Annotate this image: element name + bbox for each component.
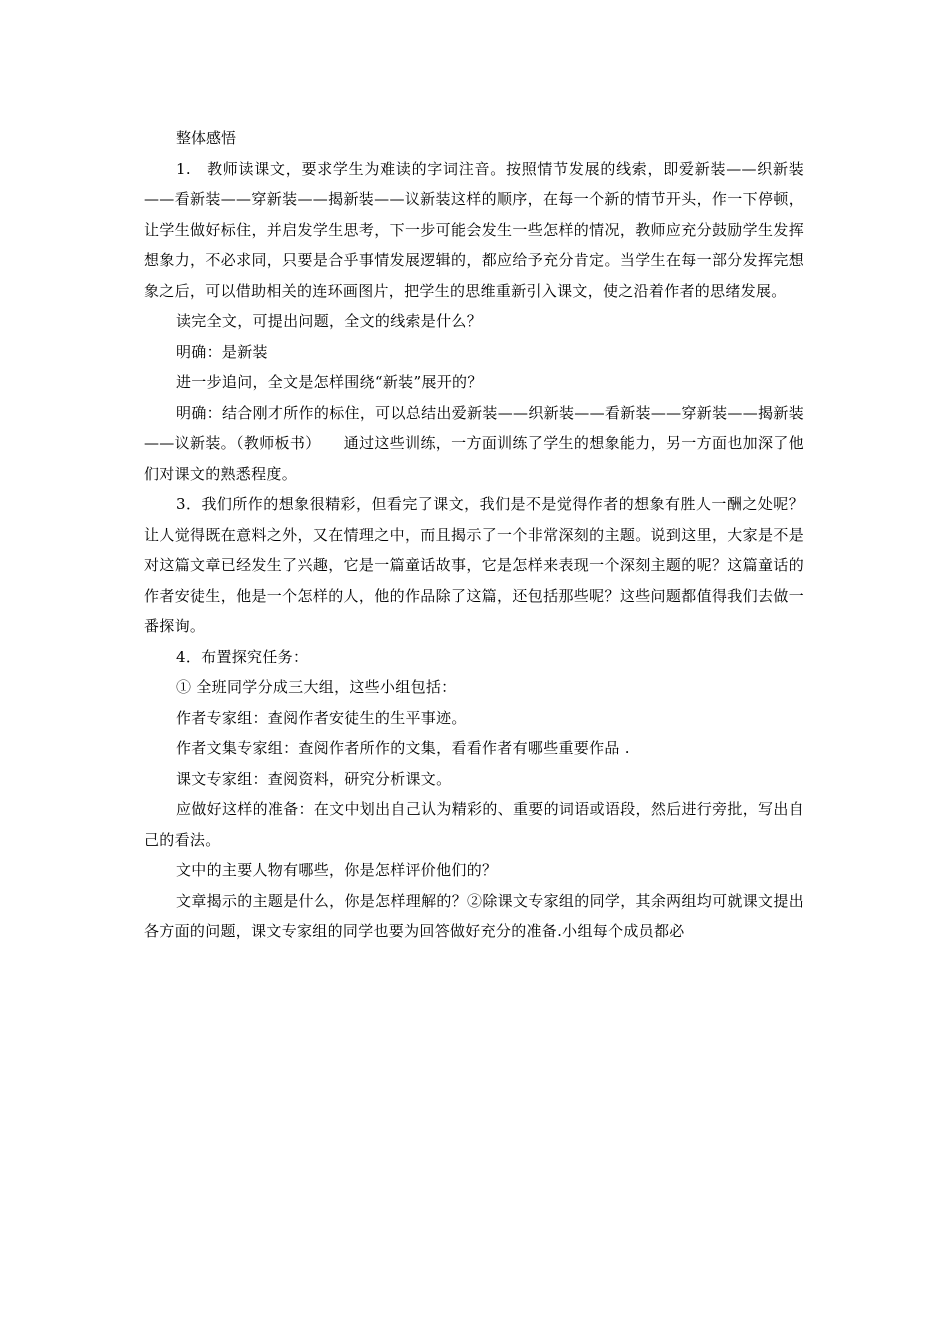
paragraph-10: 作者文集专家组：查阅作者所作的文集，看看作者有哪些重要作品 . [176,739,630,757]
section-title: 整体感悟 [176,129,237,147]
paragraph-6: 3．我们所作的想象很精彩，但看完了课文，我们是不是觉得作者的想象有胜人一酬之处呢？让人觉得既在意料之外，又在情理之中，而且揭示了一个非常深刻的主题。说到这里，大家是不是对这篇文章已经发生了兴趣，它是一篇童话故事，它是怎样来表现一个深刻主题的呢？这篇童话的作者安徒生，他是一个怎样的人，他的作品除了这篇，还包括那些呢？这些问题都值得我们去做一番探询。 [144,495,804,635]
paragraph-9: 作者专家组：查阅作者安徒生的生平事迹。 [176,708,467,727]
paragraph-14: 文章揭示的主题是什么，你是怎样理解的？②除课文专家组的同学，其余两组均可就课文提出各方面的问题，课文专家组的同学也要为回答做好充分的准备.小组每个成员都必 [144,891,804,940]
paragraph-1: 1. 教师读课文，要求学生为难读的字词注音。按照情节发展的线索，即爱新装——织新装——看新装——穿新装——揭新装——议新装这样的顺序，在每一个新的情节开头，作一下停顿，让学生做好标住，并启发学生思考，下一步可能会发生一些怎样的情况，教师应充分鼓励学生发挥想象力，不必求同，只要是合乎事情发展逻辑的，都应给予充分肯定。当学生在每一部分发挥完想象之后，可以借助相关的连环画图片，把学生的思维重新引入课文，使之沿着作者的思绪发展。 [144,159,804,300]
paragraph-5: 明确：结合刚才所作的标住，可以总结出爱新装——织新装——看新装——穿新装——揭新装——议新装。（教师板书） 通过这些训练，一方面训练了学生的想象能力，另一方面也加深了他们对课文的熟悉程度。 [144,403,804,483]
paragraph-4: 进一步追问，全文是怎样围绕“新装”展开的？ [176,373,483,391]
paragraph-13: 文中的主要人物有哪些，你是怎样评价他们的？ [176,861,498,879]
paragraph-11: 课文专家组：查阅资料，研究分析课文。 [176,769,452,788]
paragraph-8: ① 全班同学分成三大组，这些小组包括： [176,678,457,696]
paragraph-3: 明确：是新装 [176,342,268,361]
paragraph-2: 读完全文，可提出问题，全文的线索是什么？ [176,312,483,330]
paragraph-7: 4．布置探究任务： [176,647,309,666]
paragraph-12: 应做好这样的准备：在文中划出自己认为精彩的、重要的词语或语段，然后进行旁批，写出自己的看法。 [144,800,804,849]
document-body [144,123,804,947]
